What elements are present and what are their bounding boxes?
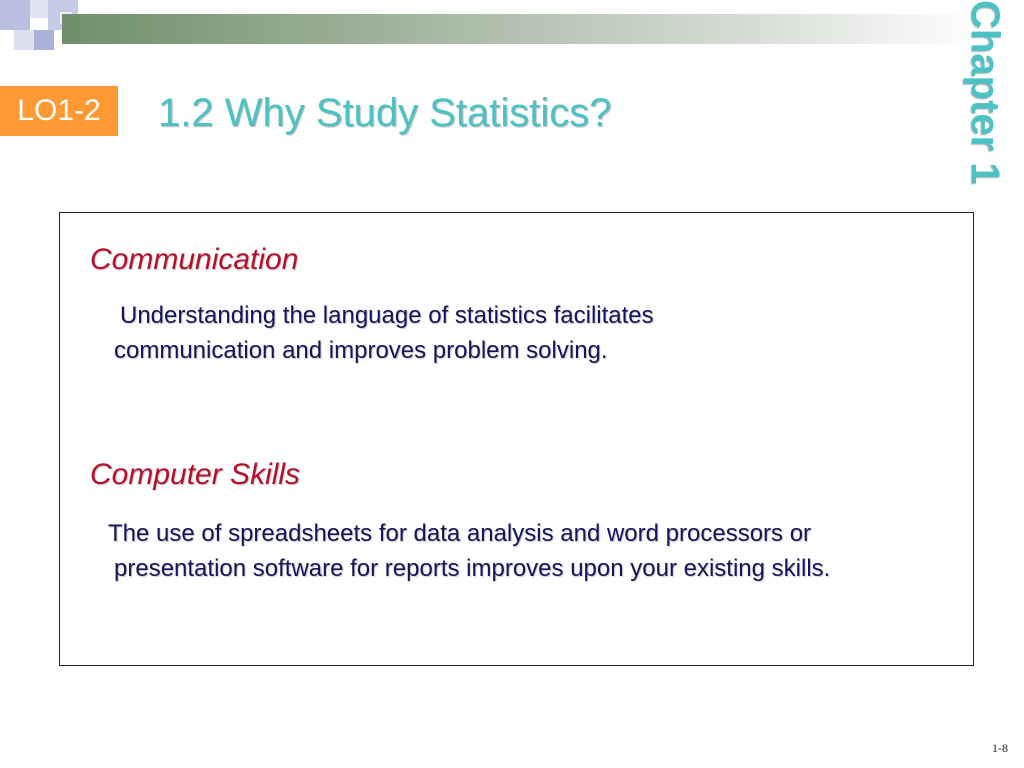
- text-line: Understanding the language of statistics facilitates: [120, 302, 654, 329]
- learning-objective-badge: LO1-2: [0, 86, 118, 136]
- text-line: presentation software for reports improves upon your existing skills.: [114, 555, 831, 582]
- content-box: [59, 212, 974, 666]
- page-number: 1-8: [992, 741, 1008, 755]
- header-gradient-bar: [62, 14, 982, 44]
- decor-square: [14, 30, 34, 50]
- decor-square: [0, 0, 30, 30]
- decor-square: [30, 0, 48, 18]
- section-text-computer-skills: [108, 516, 978, 586]
- section-heading-computer-skills: Computer Skills: [90, 458, 301, 491]
- section-heading-communication: Communication: [90, 243, 299, 276]
- slide-title: 1.2 Why Study Statistics?: [158, 91, 612, 135]
- text-line: The use of spreadsheets for data analysis and word processors or: [108, 520, 812, 547]
- text-line: communication and improves problem solving.: [114, 337, 608, 364]
- section-text-communication: [114, 298, 754, 368]
- chapter-label: Chapter 1: [963, 0, 1007, 185]
- decor-square: [34, 30, 54, 50]
